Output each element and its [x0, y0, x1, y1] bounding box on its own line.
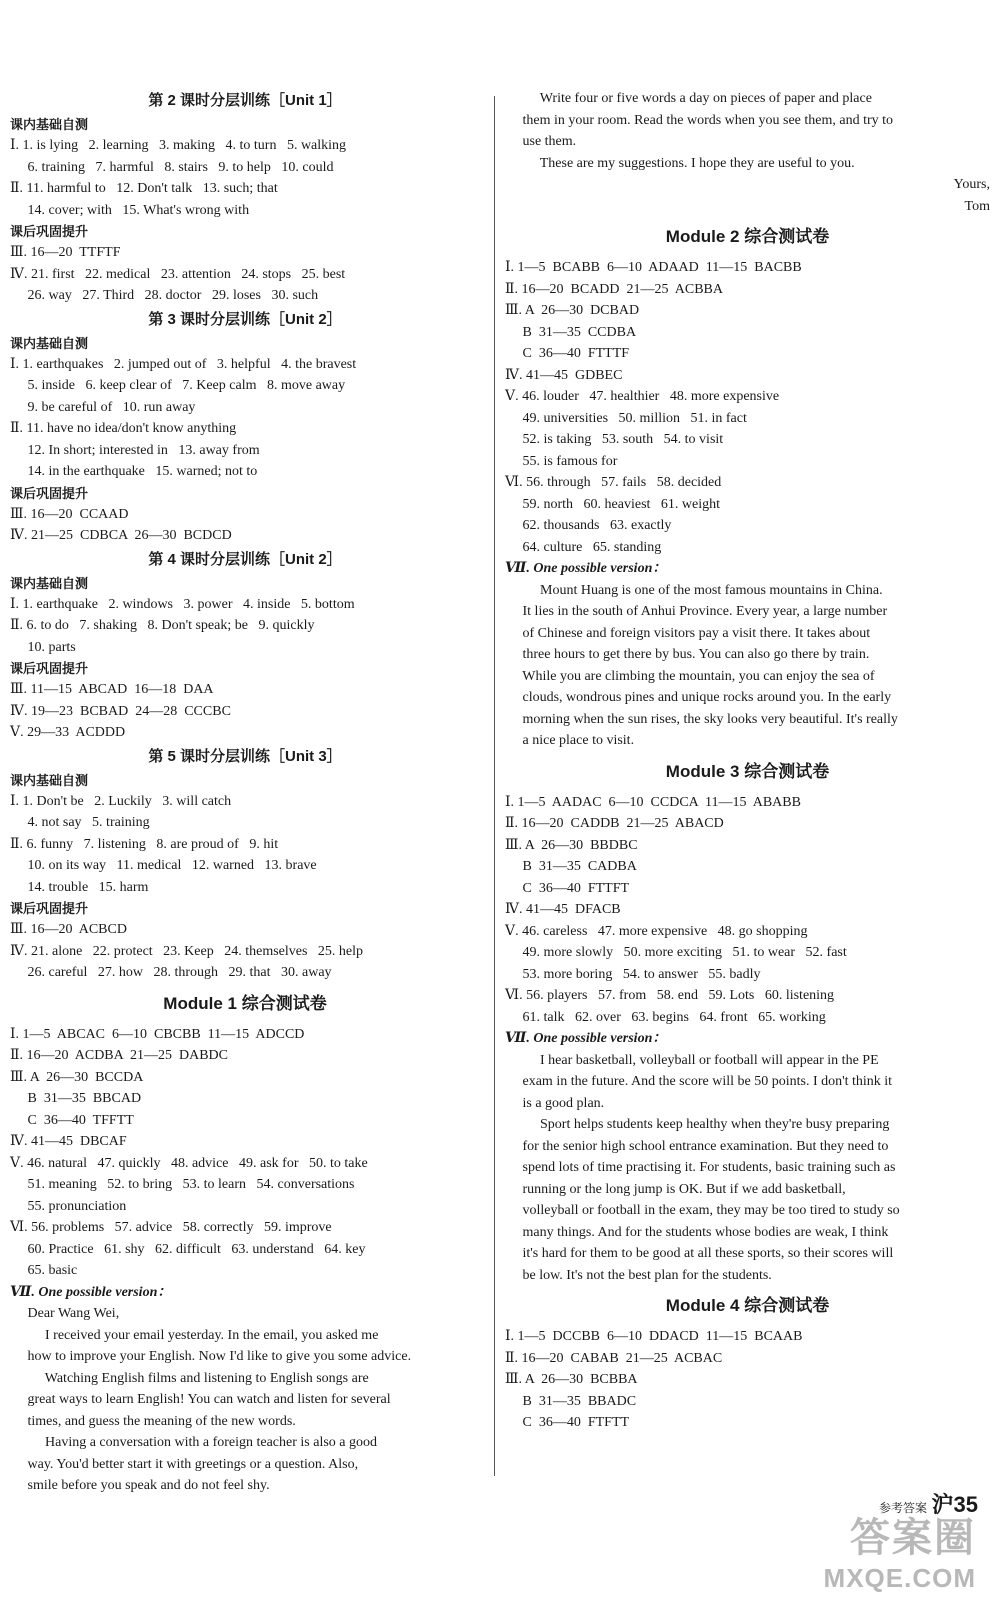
- answer-line: Ⅲ. 16—20 TTFTF: [10, 245, 121, 260]
- answer-line: 55. pronunciation: [10, 1198, 127, 1214]
- answer-line: Ⅳ. 21—25 CDBCA 26—30 BCDCD: [10, 528, 232, 543]
- answer-line: 49. universities 50. million 51. in fact: [505, 410, 747, 426]
- module-title: Module 3 综合测试卷: [665, 761, 830, 781]
- watermark-url: MXQE.COM: [823, 1563, 976, 1593]
- module-title: Module 2 综合测试卷: [665, 227, 830, 246]
- subsection-heading: 课后巩固提升: [10, 661, 89, 676]
- subsection-heading: 课后巩固提升: [10, 901, 89, 916]
- answer-line: C 36—40 FTTTF: [505, 346, 630, 361]
- answer-line: Ⅱ. 11. harmful to 12. Don't talk 13. such; that: [10, 181, 278, 196]
- answer-line: 49. more slowly 50. more exciting 51. to wear 52. fast: [505, 945, 847, 960]
- answer-line: Ⅰ. 1—5 BCABB 6—10 ADAAD 11—15 BACBB: [505, 260, 802, 275]
- answer-line: C 36—40 FTFTT: [505, 1415, 630, 1430]
- answer-line: 65. basic: [10, 1263, 78, 1278]
- answer-line: Ⅰ. 1—5 DCCBB 6—10 DDACD 11—15 BCAAB: [505, 1329, 803, 1344]
- essay-line: running or the long jump is OK. But if we add basketball,: [505, 1181, 846, 1197]
- answer-line: Ⅳ. 41—45 DBCAF: [10, 1134, 127, 1149]
- subsection-heading: 课后巩固提升: [10, 224, 89, 239]
- section-title: 第 4 课时分层训练［Unit 2］: [148, 550, 342, 568]
- answer-line: Ⅲ. A 26—30 BCCDA: [10, 1069, 144, 1085]
- module-title: Module 4 综合测试卷: [665, 1296, 830, 1315]
- answer-line: 9. be careful of 10. run away: [10, 399, 196, 415]
- essay-line: spend lots of time practising it. For students, basic training such as: [505, 1160, 896, 1175]
- answer-line: 10. parts: [10, 639, 76, 655]
- answer-line: 6. training 7. harmful 8. stairs 9. to help 10. could: [10, 159, 334, 175]
- essay-line: is a good plan.: [505, 1095, 605, 1111]
- answer-line: Ⅲ. 11—15 ABCAD 16—18 DAA: [10, 682, 214, 697]
- subsection-heading: 课内基础自测: [10, 117, 89, 132]
- answer-line: 55. is famous for: [505, 453, 618, 469]
- essay-line: way. You'd better start it with greetings or a question. Also,: [10, 1456, 359, 1472]
- answer-line: 52. is taking 53. south 54. to visit: [505, 432, 724, 447]
- essay-line: a nice place to visit.: [505, 733, 635, 748]
- section-title: 第 2 课时分层训练［Unit 1］: [148, 92, 342, 109]
- page-number: 沪35: [931, 1492, 978, 1517]
- essay-line: three hours to get there by bus. You can also go there by train.: [505, 647, 870, 662]
- essay-heading: Ⅶ. One possible version：: [10, 1284, 172, 1300]
- answer-line: Ⅴ. 29—33 ACDDD: [10, 725, 126, 740]
- essay-line: Having a conversation with a foreign teacher is also a good: [10, 1435, 378, 1450]
- essay-line: it's hard for them to be good at all these sports, so their scores will: [505, 1246, 894, 1261]
- essay-line: These are my suggestions. I hope they are useful to you.: [505, 155, 855, 171]
- answer-line: 4. not say 5. training: [10, 815, 150, 830]
- answer-line: 51. meaning 52. to bring 53. to learn 54. conversations: [10, 1177, 355, 1192]
- answer-line: B 31—35 BBADC: [505, 1393, 637, 1409]
- answer-line: Ⅲ. 16—20 ACBCD: [10, 922, 127, 937]
- answer-line: 26. way 27. Third 28. doctor 29. loses 30. such: [10, 288, 319, 303]
- answer-line: 14. in the earthquake 15. warned; not to: [10, 464, 258, 479]
- essay-line: I hear basketball, volleyball or football will appear in the PE: [505, 1052, 879, 1068]
- answer-line: 26. careful 27. how 28. through 29. that 30. away: [10, 965, 332, 980]
- subsection-heading: 课内基础自测: [10, 575, 89, 591]
- answer-line: 59. north 60. heaviest 61. weight: [505, 496, 721, 512]
- answer-line: Ⅳ. 21. first 22. medical 23. attention 24. stops 25. best: [10, 266, 346, 282]
- answer-line: Ⅰ. 1. Don't be 2. Luckily 3. will catch: [10, 793, 232, 809]
- answer-line: Ⅴ. 46. careless 47. more expensive 48. go shopping: [505, 923, 808, 939]
- answer-line: Ⅱ. 16—20 CABAB 21—25 ACBAC: [505, 1350, 723, 1366]
- answer-line: Ⅵ. 56. players 57. from 58. end 59. Lots 60. listening: [505, 988, 835, 1003]
- watermark-logo-text: 答案圈: [850, 1516, 976, 1560]
- essay-line: morning when the sun rises, the sky looks very beautiful. It's really: [505, 711, 898, 727]
- answer-line: 14. cover; with 15. What's wrong with: [10, 202, 250, 218]
- answer-line: Ⅲ. A 26—30 DCBAD: [505, 303, 640, 318]
- essay-line: While you are climbing the mountain, you can enjoy the sea of: [505, 668, 875, 684]
- essay-line: Write four or five words a day on pieces of paper and place: [505, 91, 872, 106]
- watermark: [824, 1506, 976, 1594]
- answer-line: Ⅱ. 16—20 CADDB 21—25 ABACD: [505, 816, 724, 831]
- essay-line: volleyball or football in the exam, they may be too tired to study so: [505, 1203, 900, 1218]
- subsection-heading: 课后巩固提升: [10, 485, 89, 501]
- essay-line: many things. And for the students whose bodies are weak, I think: [505, 1224, 889, 1240]
- essay-line: how to improve your English. Now I'd like to give you some advice.: [10, 1349, 412, 1364]
- left-column: [10, 88, 480, 1497]
- answer-line: Ⅳ. 21. alone 22. protect 23. Keep 24. themselves 25. help: [10, 943, 364, 959]
- answer-line: Ⅵ. 56. problems 57. advice 58. correctly 59. improve: [10, 1220, 332, 1235]
- answer-line: B 31—35 CADBA: [505, 859, 637, 874]
- answer-line: Ⅵ. 56. through 57. fails 58. decided: [505, 475, 722, 490]
- module-title: Module 1 综合测试卷: [163, 993, 327, 1013]
- answer-line: 62. thousands 63. exactly: [505, 518, 672, 533]
- essay-line: I received your email yesterday. In the email, you asked me: [10, 1327, 379, 1343]
- essay-line: them in your room. Read the words when you see them, and try to: [505, 112, 894, 128]
- answer-line: Ⅲ. A 26—30 BBDBC: [505, 837, 638, 853]
- answer-line: 14. trouble 15. harm: [10, 879, 149, 895]
- answer-line: Ⅳ. 19—23 BCBAD 24—28 CCCBC: [10, 703, 231, 719]
- answer-line: Ⅱ. 6. to do 7. shaking 8. Don't speak; be 9. quickly: [10, 618, 315, 633]
- signature-line: Yours,: [953, 177, 990, 192]
- column-divider: [494, 96, 495, 1476]
- answer-line: Ⅲ. 16—20 CCAAD: [10, 506, 129, 522]
- section-title: 第 3 课时分层训练［Unit 2］: [148, 310, 342, 328]
- answer-line: Ⅴ. 46. louder 47. healthier 48. more expensive: [505, 389, 780, 404]
- essay-line: exam in the future. And the score will be 50 points. I don't think it: [505, 1074, 893, 1089]
- answer-line: Ⅱ. 16—20 ACDBA 21—25 DABDC: [10, 1048, 228, 1063]
- section-title: 第 5 课时分层训练［Unit 3］: [148, 747, 342, 765]
- essay-line: of Chinese and foreign visitors pay a visit there. It takes about: [505, 625, 871, 641]
- answer-line: 61. talk 62. over 63. begins 64. front 65. working: [505, 1009, 826, 1025]
- answer-line: 10. on its way 11. medical 12. warned 13. brave: [10, 858, 317, 873]
- essay-line: Mount Huang is one of the most famous mountains in China.: [505, 582, 883, 598]
- answer-line: Ⅱ. 16—20 BCADD 21—25 ACBBA: [505, 281, 723, 297]
- answer-line: B 31—35 BBCAD: [10, 1091, 142, 1106]
- essay-line: for the senior high school entrance examination. But they need to: [505, 1138, 889, 1154]
- answer-line: C 36—40 TFFTT: [10, 1112, 134, 1128]
- answer-line: Ⅳ. 41—45 GDBEC: [505, 367, 623, 383]
- answer-line: Ⅰ. 1—5 AADAC 6—10 CCDCA 11—15 ABABB: [505, 794, 801, 810]
- essay-heading: Ⅶ. One possible version：: [505, 561, 667, 576]
- subsection-heading: 课内基础自测: [10, 772, 89, 788]
- answer-line: Ⅱ. 11. have no idea/don't know anything: [10, 421, 237, 436]
- answer-line: Ⅰ. 1—5 ABCAC 6—10 CBCBB 11—15 ADCCD: [10, 1026, 305, 1042]
- essay-line: be low. It's not the best plan for the students.: [505, 1267, 772, 1283]
- answer-line: Ⅳ. 41—45 DFACB: [505, 902, 621, 917]
- answer-line: 64. culture 65. standing: [505, 539, 662, 555]
- answer-line: B 31—35 CCDBA: [505, 324, 637, 340]
- essay-line: times, and guess the meaning of the new words.: [10, 1413, 296, 1429]
- essay-line: Dear Wang Wei,: [10, 1306, 120, 1321]
- answer-line: 53. more boring 54. to answer 55. badly: [505, 966, 761, 982]
- answer-line: Ⅰ. 1. is lying 2. learning 3. making 4. to turn 5. walking: [10, 138, 347, 153]
- subsection-heading: 课内基础自测: [10, 335, 89, 351]
- essay-line: smile before you speak and do not feel shy.: [10, 1478, 270, 1493]
- signature-line: Tom: [964, 198, 990, 214]
- answer-line: Ⅲ. A 26—30 BCBBA: [505, 1372, 638, 1387]
- answer-line: Ⅰ. 1. earthquake 2. windows 3. power 4. inside 5. bottom: [10, 596, 355, 612]
- essay-line: great ways to learn English! You can watch and listen for several: [10, 1392, 391, 1407]
- answer-line: 12. In short; interested in 13. away from: [10, 442, 260, 458]
- answer-line: Ⅴ. 46. natural 47. quickly 48. advice 49. ask for 50. to take: [10, 1155, 368, 1171]
- answer-line: Ⅰ. 1. earthquakes 2. jumped out of 3. helpful 4. the bravest: [10, 356, 357, 372]
- answer-line: C 36—40 FTTFT: [505, 880, 630, 896]
- essay-heading: Ⅶ. One possible version：: [505, 1031, 667, 1046]
- answer-line: 60. Practice 61. shy 62. difficult 63. understand 64. key: [10, 1241, 366, 1257]
- answer-line: Ⅱ. 6. funny 7. listening 8. are proud of 9. hit: [10, 836, 279, 852]
- right-column: [505, 88, 990, 1434]
- essay-line: clouds, wondrous pines and unique rocks around you. In the early: [505, 690, 892, 705]
- essay-line: use them.: [505, 134, 577, 149]
- footer-label: 参考答案: [879, 1501, 928, 1515]
- essay-line: Watching English films and listening to English songs are: [10, 1370, 369, 1386]
- essay-line: It lies in the south of Anhui Province. Every year, a large number: [505, 604, 888, 619]
- essay-line: Sport helps students keep healthy when they're busy preparing: [505, 1117, 890, 1132]
- answer-line: 5. inside 6. keep clear of 7. Keep calm 8. move away: [10, 378, 346, 393]
